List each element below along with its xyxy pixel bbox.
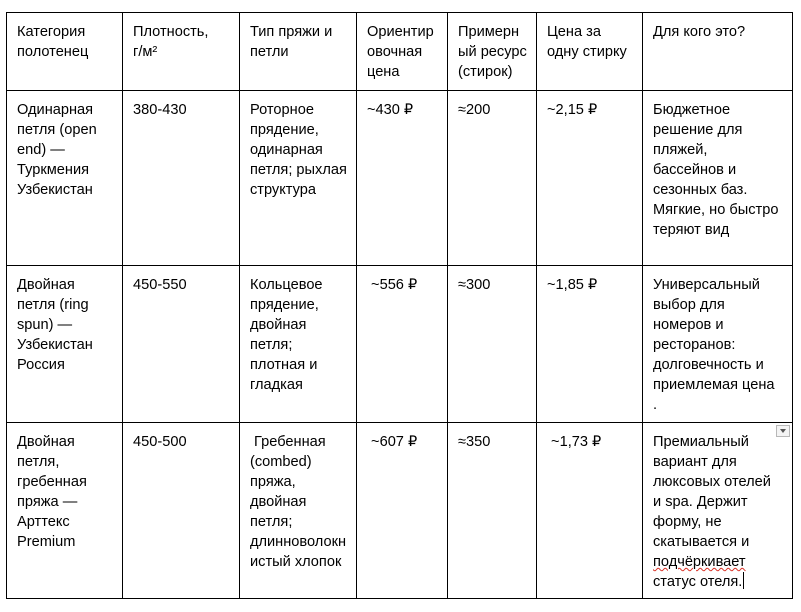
- cell-text-line: истый хлопок: [250, 554, 342, 570]
- cell-text-line: плотная и: [250, 357, 318, 373]
- cell-text-line: г/м²: [133, 44, 158, 60]
- cell-text-line: петля,: [17, 454, 60, 470]
- cell-text-line: ~1,85 ₽: [547, 277, 598, 293]
- cell-text-line: петля;: [250, 514, 293, 530]
- cell-text-line: ый ресурс: [458, 44, 527, 60]
- cell-text-line: прядение,: [250, 297, 319, 313]
- table-cell[interactable]: [240, 423, 357, 599]
- cell-text-line: Россия: [17, 357, 65, 373]
- cell-text-line: и spa. Держит: [653, 494, 748, 510]
- cell-text-line: гладкая: [250, 377, 303, 393]
- active-table-cell[interactable]: [643, 423, 793, 599]
- cell-text-line: Примерн: [458, 24, 520, 40]
- cell-text-line: ~2,15 ₽: [547, 102, 598, 118]
- cell-text-line: ~607 ₽: [367, 434, 418, 450]
- cell-text-line: Бюджетное: [653, 102, 731, 118]
- cell-text-line: Узбекистан: [17, 337, 93, 353]
- cell-text-line: (стирок): [458, 64, 513, 80]
- cell-text-line: выбор для: [653, 297, 725, 313]
- header-row: [7, 13, 793, 91]
- table-cell[interactable]: [357, 423, 448, 599]
- cell-text-line: бассейнов и: [653, 162, 737, 178]
- cell-text-line: Мягкие, но быстро: [653, 202, 779, 218]
- cell-text-line: цена: [367, 64, 400, 80]
- header-cell[interactable]: [240, 13, 357, 91]
- cell-text-line: Одинарная: [17, 102, 94, 118]
- cell-text-line: пляжей,: [653, 142, 708, 158]
- cell-text-line: ≈350: [458, 434, 491, 450]
- cell-text-line: пряжа —: [17, 494, 78, 510]
- cell-text-line: петли: [250, 44, 289, 60]
- cell-text-line: ~1,73 ₽: [547, 434, 602, 450]
- cell-text-line: 450-550: [133, 277, 187, 293]
- cell-text-line: ~556 ₽: [367, 277, 418, 293]
- cell-text-line: петля (ring: [17, 297, 89, 313]
- cell-text-line: длинноволокн: [250, 534, 347, 550]
- cell-text-line: Гребенная: [250, 434, 326, 450]
- table-cell[interactable]: [357, 266, 448, 423]
- header-cell[interactable]: [123, 13, 240, 91]
- cell-text-line: петля; рыхлая: [250, 162, 347, 178]
- cell-text-line: ~430 ₽: [367, 102, 414, 118]
- cell-text-line: сезонных баз.: [653, 182, 748, 198]
- cell-text-line: двойная: [250, 317, 307, 333]
- cell-text-line: пряжа,: [250, 474, 296, 490]
- cell-text-line: .: [653, 397, 658, 413]
- cell-text-line: Двойная: [17, 277, 75, 293]
- cell-text-line: Плотность,: [133, 24, 209, 40]
- table-row: [7, 91, 793, 266]
- table-cell[interactable]: [448, 423, 537, 599]
- cell-text-line: прядение,: [250, 122, 319, 138]
- table-row: [7, 266, 793, 423]
- cell-text-line: петля (open: [17, 122, 97, 138]
- table-cell[interactable]: [537, 266, 643, 423]
- cell-text-line: Узбекистан: [17, 182, 93, 198]
- cell-text-line: одну стирку: [547, 44, 627, 60]
- table-cell[interactable]: [537, 423, 643, 599]
- table-cell[interactable]: [240, 266, 357, 423]
- cell-text-line: Арттекс: [17, 514, 70, 530]
- cell-text-line: Премиальный: [653, 434, 749, 450]
- header-cell[interactable]: [643, 13, 793, 91]
- cell-text-line: одинарная: [250, 142, 323, 158]
- cell-text-line: структура: [250, 182, 316, 198]
- cell-text-line: Ориентир: [367, 24, 434, 40]
- cell-text-line: форму, не: [653, 514, 722, 530]
- text-cursor: [743, 572, 744, 589]
- header-cell[interactable]: [537, 13, 643, 91]
- cell-text-line: долговечность и: [653, 357, 764, 373]
- header-cell[interactable]: [448, 13, 537, 91]
- cell-text-line: 450-500: [133, 434, 187, 450]
- cell-text-line: 380-430: [133, 102, 187, 118]
- cell-text-line: ресторанов:: [653, 337, 736, 353]
- cell-dropdown-icon[interactable]: [776, 425, 790, 437]
- cell-text-line: скатывается и: [653, 534, 750, 550]
- table-cell[interactable]: [448, 266, 537, 423]
- cell-text-line: (combed): [250, 454, 312, 470]
- cell-text-line: Кольцевое: [250, 277, 323, 293]
- cell-text-line: петля;: [250, 337, 293, 353]
- cell-text-line: подчёркивает: [653, 554, 746, 570]
- table-cell[interactable]: [357, 91, 448, 266]
- table-cell[interactable]: [7, 91, 123, 266]
- table-cell[interactable]: [123, 91, 240, 266]
- cell-text-line: приемлемая цена: [653, 377, 775, 393]
- table-cell[interactable]: [537, 91, 643, 266]
- cell-text-line: овочная: [367, 44, 423, 60]
- cell-text-line: двойная: [250, 494, 307, 510]
- table-cell[interactable]: [123, 423, 240, 599]
- table-cell[interactable]: [643, 266, 793, 423]
- cell-text-line: ≈300: [458, 277, 491, 293]
- cell-text-line: Premium: [17, 534, 76, 550]
- cell-text-line: Роторное: [250, 102, 314, 118]
- comparison-table: [6, 12, 793, 599]
- table-cell[interactable]: [7, 266, 123, 423]
- cell-text-line: Тип пряжи и: [250, 24, 333, 40]
- table-cell[interactable]: [240, 91, 357, 266]
- header-cell[interactable]: [7, 13, 123, 91]
- cell-text-line: гребенная: [17, 474, 87, 490]
- cell-text-line: spun) —: [17, 317, 73, 333]
- table-cell[interactable]: [448, 91, 537, 266]
- cell-text-line: Универсальный: [653, 277, 760, 293]
- cell-text-line: end) —: [17, 142, 65, 158]
- cell-text-line: ≈200: [458, 102, 491, 118]
- table-cell[interactable]: [7, 423, 123, 599]
- table-row: [7, 423, 793, 599]
- cell-text-line: Цена за: [547, 24, 601, 40]
- cell-text-line: вариант для: [653, 454, 737, 470]
- cell-text-line: полотенец: [17, 44, 89, 60]
- cell-text-line: теряют вид: [653, 222, 730, 238]
- cell-text-line: решение для: [653, 122, 743, 138]
- cell-text-line: люксовых отелей: [653, 474, 771, 490]
- cell-text-line: Туркмения: [17, 162, 89, 178]
- table-cell[interactable]: [123, 266, 240, 423]
- cell-text-line: Двойная: [17, 434, 75, 450]
- table-cell[interactable]: [643, 91, 793, 266]
- header-cell[interactable]: [357, 13, 448, 91]
- cell-text-line: номеров и: [653, 317, 724, 333]
- cell-text-line: Для кого это?: [653, 24, 746, 40]
- cell-text-line: статус отеля.: [653, 574, 743, 590]
- cell-text-line: Категория: [17, 24, 86, 40]
